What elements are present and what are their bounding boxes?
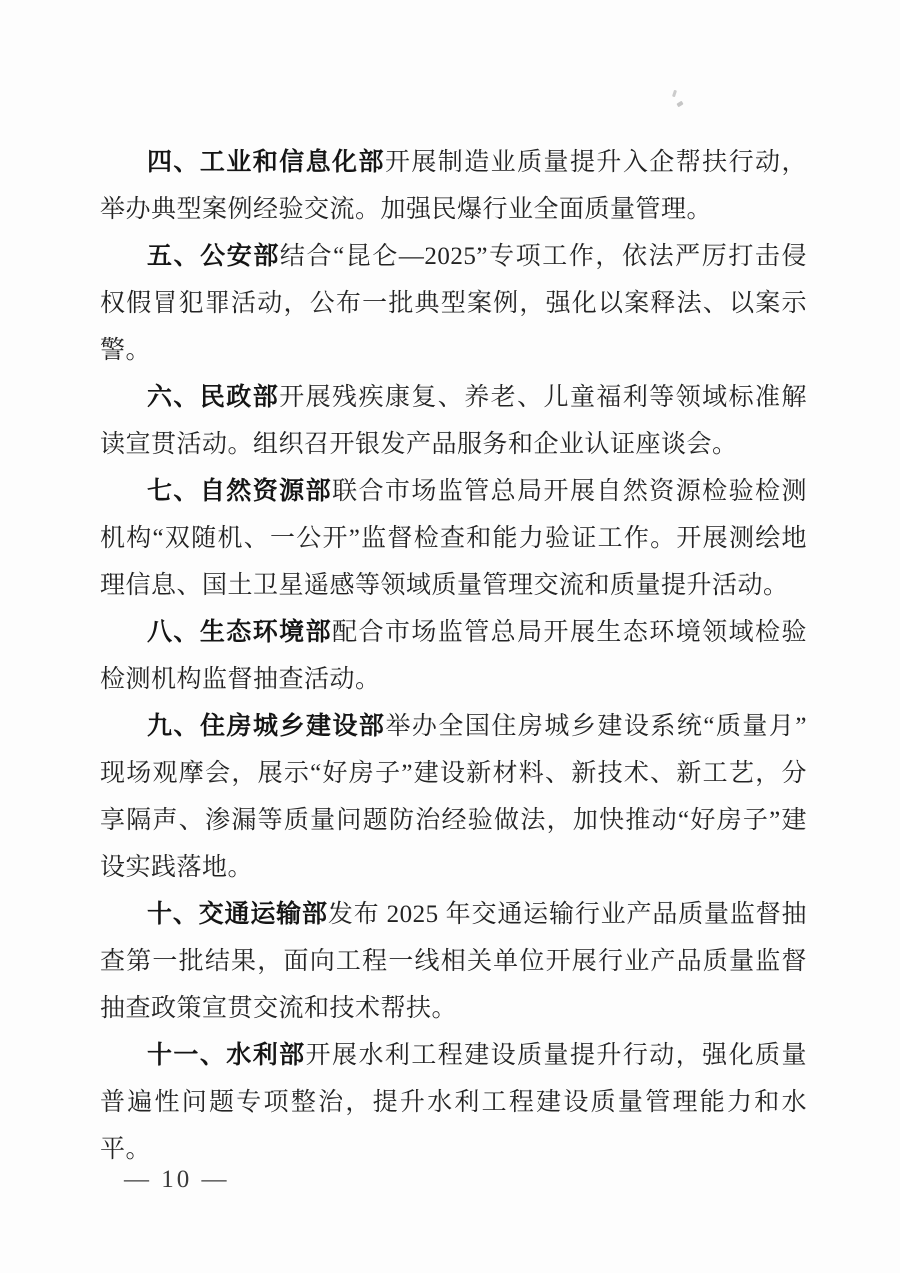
paragraph-text: 配合市场监管总局开展生态环境领域检验检测机构监督抽查活动。	[100, 619, 807, 693]
ministry-lead: 四、工业和信息化部	[147, 148, 385, 176]
page-number: — 10 —	[124, 1166, 230, 1193]
paragraph-5	[100, 609, 807, 703]
paragraph-text: 联合市场监管总局开展自然资源检验检测机构“双随机、一公开”监督检查和能力验证工作。开展测绘地理信息、国土卫星遥感等领域质量管理交流和质量提升活动。	[100, 478, 807, 599]
ministry-lead: 十、交通运输部	[147, 900, 328, 928]
scan-speck	[676, 101, 683, 108]
paragraph-text: 结合“昆仑—2025”专项工作，依法严厉打击侵权假冒犯罪活动，公布一批典型案例，强化以案释法、以案示警。	[100, 243, 807, 364]
ministry-lead: 六、民政部	[147, 383, 280, 411]
paragraph-text: 开展水利工程建设质量提升行动，强化质量普遍性问题专项整治，提升水利工程建设质量管理能力和水平。	[100, 1042, 807, 1163]
paragraph-text: 发布 2025 年交通运输行业产品质量监督抽查第一批结果，面向工程一线相关单位开展行业产品质量监督抽查政策宣贯交流和技术帮扶。	[100, 901, 807, 1022]
ministry-lead: 八、生态环境部	[147, 618, 333, 646]
paragraph-4	[100, 468, 807, 609]
paragraph-7	[100, 891, 807, 1032]
paragraph-text: 举办全国住房城乡建设系统“质量月”现场观摩会，展示“好房子”建设新材料、新技术、新工艺，分享隔声、渗漏等质量问题防治经验做法，加快推动“好房子”建设实践落地。	[100, 713, 807, 881]
paragraph-3	[100, 374, 807, 468]
paragraph-8	[100, 1032, 807, 1173]
paragraph-1	[100, 139, 807, 233]
ministry-lead: 九、住房城乡建设部	[147, 712, 386, 740]
ministry-lead: 十一、水利部	[147, 1041, 306, 1069]
paragraph-6	[100, 703, 807, 891]
paragraph-2	[100, 233, 807, 374]
paragraph-text: 开展制造业质量提升入企帮扶行动，举办典型案例经验交流。加强民爆行业全面质量管理。	[100, 149, 807, 223]
document-body	[100, 139, 807, 1179]
ministry-lead: 七、自然资源部	[147, 477, 333, 505]
ministry-lead: 五、公安部	[147, 242, 280, 270]
scan-speck	[672, 90, 677, 98]
paragraph-text: 开展残疾康复、养老、儿童福利等领域标准解读宣贯活动。组织召开银发产品服务和企业认证座谈会。	[100, 384, 807, 458]
